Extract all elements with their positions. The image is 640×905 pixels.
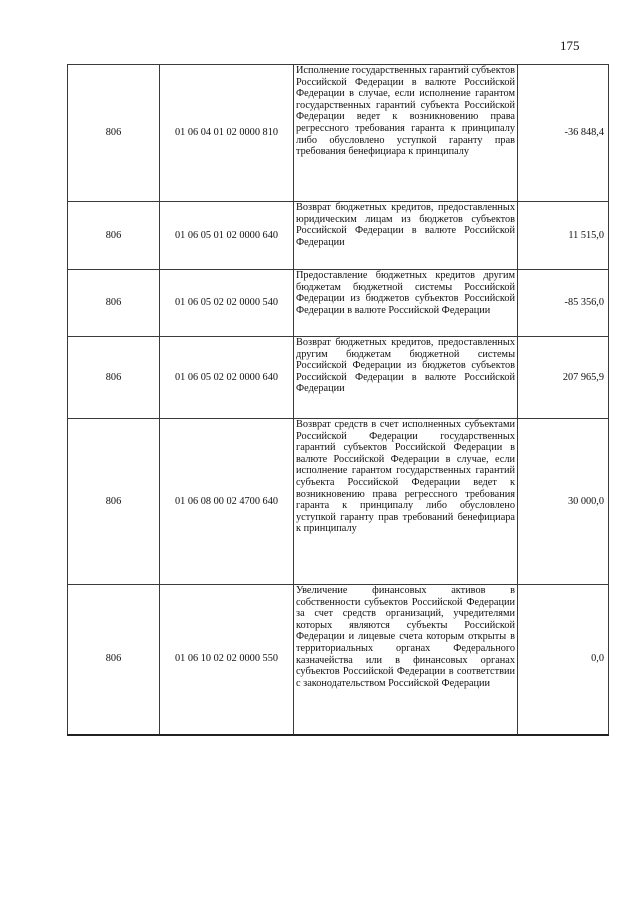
table-row: [68, 337, 609, 419]
budget-code-cell: 01 06 10 02 02 0000 550: [160, 585, 294, 735]
budget-code-cell: 01 06 08 00 02 4700 640: [160, 419, 294, 585]
budget-code-cell: 01 06 04 01 02 0000 810: [160, 65, 294, 202]
amount-cell: 30 000,0: [518, 419, 609, 585]
amount-cell: 0,0: [518, 585, 609, 735]
table-row: [68, 419, 609, 585]
table-row: [68, 65, 609, 202]
budget-code-cell: 01 06 05 01 02 0000 640: [160, 202, 294, 270]
admin-code-cell: 806: [68, 202, 160, 270]
budget-code-cell: 01 06 05 02 02 0000 640: [160, 337, 294, 419]
amount-cell: 207 965,9: [518, 337, 609, 419]
description-cell: Исполнение государственных гарантий субъектов Российской Федерации в валюте Российской Федерации в случае, если исполнение гарантом государственных гарантий субъекта Российской Федерации ведет к возникновению права регрессного требования гаранта к принципалу либо обусловлено уступкой гаранту прав требования бенефициара к принципалу: [294, 65, 518, 202]
description-cell: Увеличение финансовых активов в собственности субъектов Российской Федерации за счет средств организаций, учредителями которых являются субъекты Российской Федерации и лицевые счета которым открыты в территориальных органах Федерального казначейства или в финансовых органах субъектов Российской Федерации в соответствии с законодательством Российской Федерации: [294, 585, 518, 735]
admin-code-cell: 806: [68, 585, 160, 735]
page-number: 175: [560, 38, 580, 53]
amount-cell: -85 356,0: [518, 270, 609, 337]
admin-code-cell: 806: [68, 337, 160, 419]
admin-code-cell: 806: [68, 270, 160, 337]
description-cell: Возврат бюджетных кредитов, предоставленных юридическим лицам из бюджетов субъектов Российской Федерации в валюте Российской Федерации: [294, 202, 518, 270]
table-row: [68, 202, 609, 270]
admin-code-cell: 806: [68, 65, 160, 202]
table-row: [68, 585, 609, 735]
description-cell: Предоставление бюджетных кредитов другим бюджетам бюджетной системы Российской Федерации из бюджетов субъектов Российской Федерации в валюте Российской Федерации: [294, 270, 518, 337]
admin-code-cell: 806: [68, 419, 160, 585]
budget-sources-table: [67, 64, 609, 736]
budget-code-cell: 01 06 05 02 02 0000 540: [160, 270, 294, 337]
table-row: [68, 270, 609, 337]
description-cell: Возврат бюджетных кредитов, предоставленных другим бюджетам бюджетной системы Российской Федерации из бюджетов субъектов Российской Федерации в валюте Российской Федерации: [294, 337, 518, 419]
description-cell: Возврат средств в счет исполненных субъектами Российской Федерации государственных гарантий субъектов Российской Федерации в валюте Российской Федерации в случае, если исполнение гарантом государственных гарантий субъекта Российской Федерации ведет к возникновению права регрессного требования гаранта к принципалу либо обусловлено уступкой гаранту прав требований бенефициара к принципалу: [294, 419, 518, 585]
amount-cell: 11 515,0: [518, 202, 609, 270]
amount-cell: -36 848,4: [518, 65, 609, 202]
